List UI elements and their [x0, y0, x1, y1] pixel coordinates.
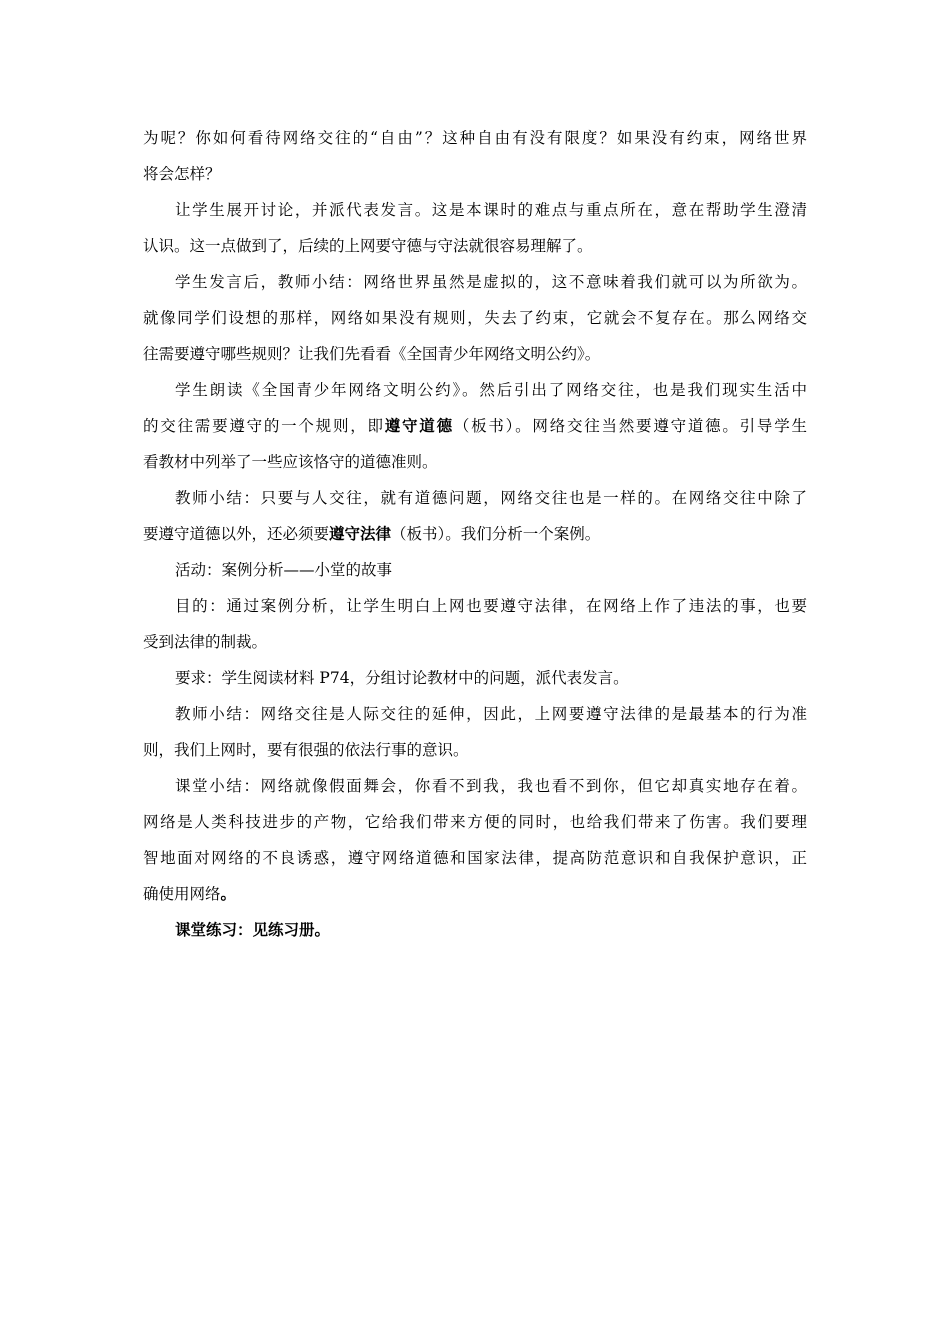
text-line [143, 804, 807, 840]
paragraph [143, 120, 807, 192]
text-run: 看教材中列举了一些应该恪守的道德准则。 [143, 453, 438, 471]
paragraph [143, 192, 807, 264]
text-line [143, 408, 807, 444]
text-run: 往需要遵守哪些规则？让我们先看看《全国青少年网络文明公约》。 [143, 345, 601, 363]
text-run: 让学生展开讨论，并派代表发言。这是本课时的难点与重点所在，意在帮助学生澄清 [175, 201, 807, 219]
exercise-text: 课堂练习：见练习册。 [175, 920, 331, 939]
text-line [143, 120, 807, 156]
text-run: （板书）。我们分析一个案例。 [391, 525, 601, 543]
text-run: 活动：案例分析——小堂的故事 [175, 561, 393, 579]
text-run: 将会怎样？ [143, 165, 221, 183]
paragraph [143, 768, 807, 912]
text-line [143, 156, 807, 192]
text-line [143, 732, 807, 768]
text-run: 就像同学们设想的那样，网络如果没有规则，失去了约束，它就会不复存在。那么网络交 [143, 309, 807, 327]
text-line [143, 876, 807, 912]
text-run: 的交往需要遵守的一个规则，即 [143, 417, 385, 435]
bold-term: 遵守道德 [384, 416, 454, 435]
text-run: 智地面对网络的不良诱惑，遵守网络道德和国家法律，提高防范意识和自我保护意识，正 [143, 849, 807, 867]
text-run: 。 [220, 884, 237, 903]
text-line [143, 660, 807, 696]
text-line [143, 552, 807, 588]
paragraph [143, 588, 807, 660]
text-line [143, 300, 807, 336]
paragraph [143, 552, 807, 588]
text-run: 确使用网络 [143, 885, 221, 903]
text-run: 课堂小结：网络就像假面舞会，你看不到我，我也看不到你，但它却真实地存在着。 [175, 777, 807, 795]
text-run: 教师小结：网络交往是人际交往的延伸，因此，上网要遵守法律的是最基本的行为准 [175, 705, 807, 723]
text-run: 认识。这一点做到了，后续的上网要守德与守法就很容易理解了。 [143, 237, 593, 255]
text-run: 要遵守道德以外，还必须要 [143, 525, 330, 543]
text-run: 学生朗读《全国青少年网络文明公约》。然后引出了网络交往，也是我们现实生活中 [175, 381, 807, 399]
text-run: 目的：通过案例分析，让学生明白上网也要遵守法律，在网络上作了违法的事，也要 [175, 597, 807, 615]
exercise-line [143, 912, 807, 948]
paragraph [143, 696, 807, 768]
text-line [143, 228, 807, 264]
text-line [143, 192, 807, 228]
text-line [143, 588, 807, 624]
text-run: 学生发言后，教师小结：网络世界虽然是虚拟的，这不意味着我们就可以为所欲为。 [175, 273, 807, 291]
paragraph [143, 660, 807, 696]
paragraph [143, 912, 807, 948]
text-line [143, 696, 807, 732]
text-run: 受到法律的制裁。 [143, 633, 268, 651]
text-line [143, 336, 807, 372]
text-run: 网络是人类科技进步的产物，它给我们带来方便的同时，也给我们带来了伤害。我们要理 [143, 813, 807, 831]
text-line [143, 768, 807, 804]
text-run: 则，我们上网时，要有很强的依法行事的意识。 [143, 741, 469, 759]
text-run: 教师小结：只要与人交往，就有道德问题，网络交往也是一样的。在网络交往中除了 [175, 489, 807, 507]
text-line [143, 264, 807, 300]
bold-term: 遵守法律 [329, 524, 392, 543]
text-line [143, 624, 807, 660]
text-run: 为呢？你如何看待网络交往的“自由”？这种自由有没有限度？如果没有约束，网络世界 [143, 129, 807, 147]
text-line [143, 516, 807, 552]
text-line [143, 840, 807, 876]
paragraph [143, 264, 807, 372]
text-line [143, 480, 807, 516]
text-line [143, 444, 807, 480]
document-page [143, 120, 807, 948]
text-run: （板书）。网络交往当然要遵守道德。引导学生 [453, 417, 807, 435]
text-run: 要求：学生阅读材料 P74，分组讨论教材中的问题，派代表发言。 [175, 669, 629, 687]
paragraph [143, 372, 807, 480]
text-line [143, 372, 807, 408]
paragraph [143, 480, 807, 552]
